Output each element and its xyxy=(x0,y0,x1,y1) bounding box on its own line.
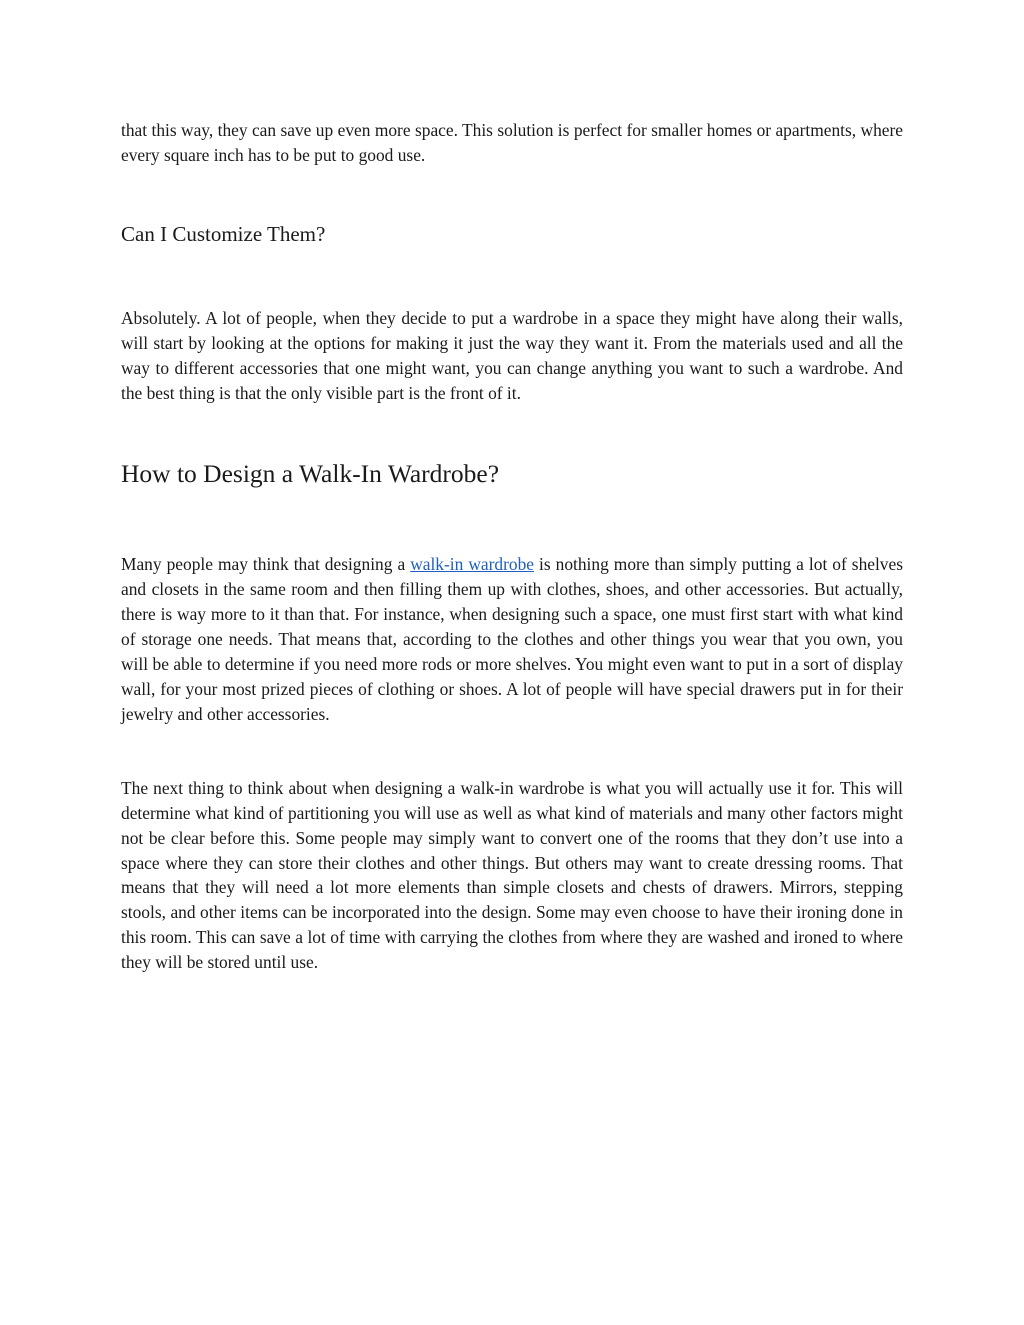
document-page xyxy=(121,118,903,975)
heading-customize: Can I Customize Them? xyxy=(121,221,326,246)
paragraph-text-before-link: Many people may think that designing a xyxy=(121,554,411,575)
paragraph-usage-purpose: The next thing to think about when designing a walk-in wardrobe is what you will actually use it for. This will determine what kind of partitioning you will use as well as what kind of materials and many other factors might not be clear before this. Some people may simply want to convert one of the rooms that they don’t use into a space where they can store their clothes and other things. But others may want to create dressing rooms. That means that they will need a lot more elements than simple closets and chests of drawers. Mirrors, stepping stools, and other items can be incorporated into the design. Some may even choose to have their ironing done in this room. This can save a lot of time with carrying the clothes from where they are washed and ironed to where they will be stored until use. xyxy=(121,777,903,973)
paragraph-design-walk-in xyxy=(121,552,903,726)
paragraph-text-after-link: is nothing more than simply putting a lot of shelves and closets in the same room and then filling them up with clothes, shoes, and other accessories. But actually, there is way more to it than that. For instance, when designing such a space, one must first start with what kind of storage one needs. That means that, according to the clothes and other things you wear that you own, you will be able to determine if you need more rods or more shelves. You might even want to put in a sort of display wall, for your most prized pieces of clothing or shoes. A lot of people will have special drawers put in for their jewelry and other accessories. xyxy=(121,554,903,724)
heading-walk-in-wardrobe: How to Design a Walk-In Wardrobe? xyxy=(121,459,500,489)
paragraph-customize: Absolutely. A lot of people, when they decide to put a wardrobe in a space they might have along their walls, will start by looking at the options for making it just the way they want it. From the materials used and all the way to different accessories that one might want, you can change anything you want to such a wardrobe. And the best thing is that the only visible part is the front of it. xyxy=(121,307,903,403)
walk-in-wardrobe-link[interactable]: walk-in wardrobe xyxy=(410,554,534,575)
paragraph-space-saving: that this way, they can save up even more space. This solution is perfect for smaller homes or apartments, where every square inch has to be put to good use. xyxy=(121,120,903,165)
